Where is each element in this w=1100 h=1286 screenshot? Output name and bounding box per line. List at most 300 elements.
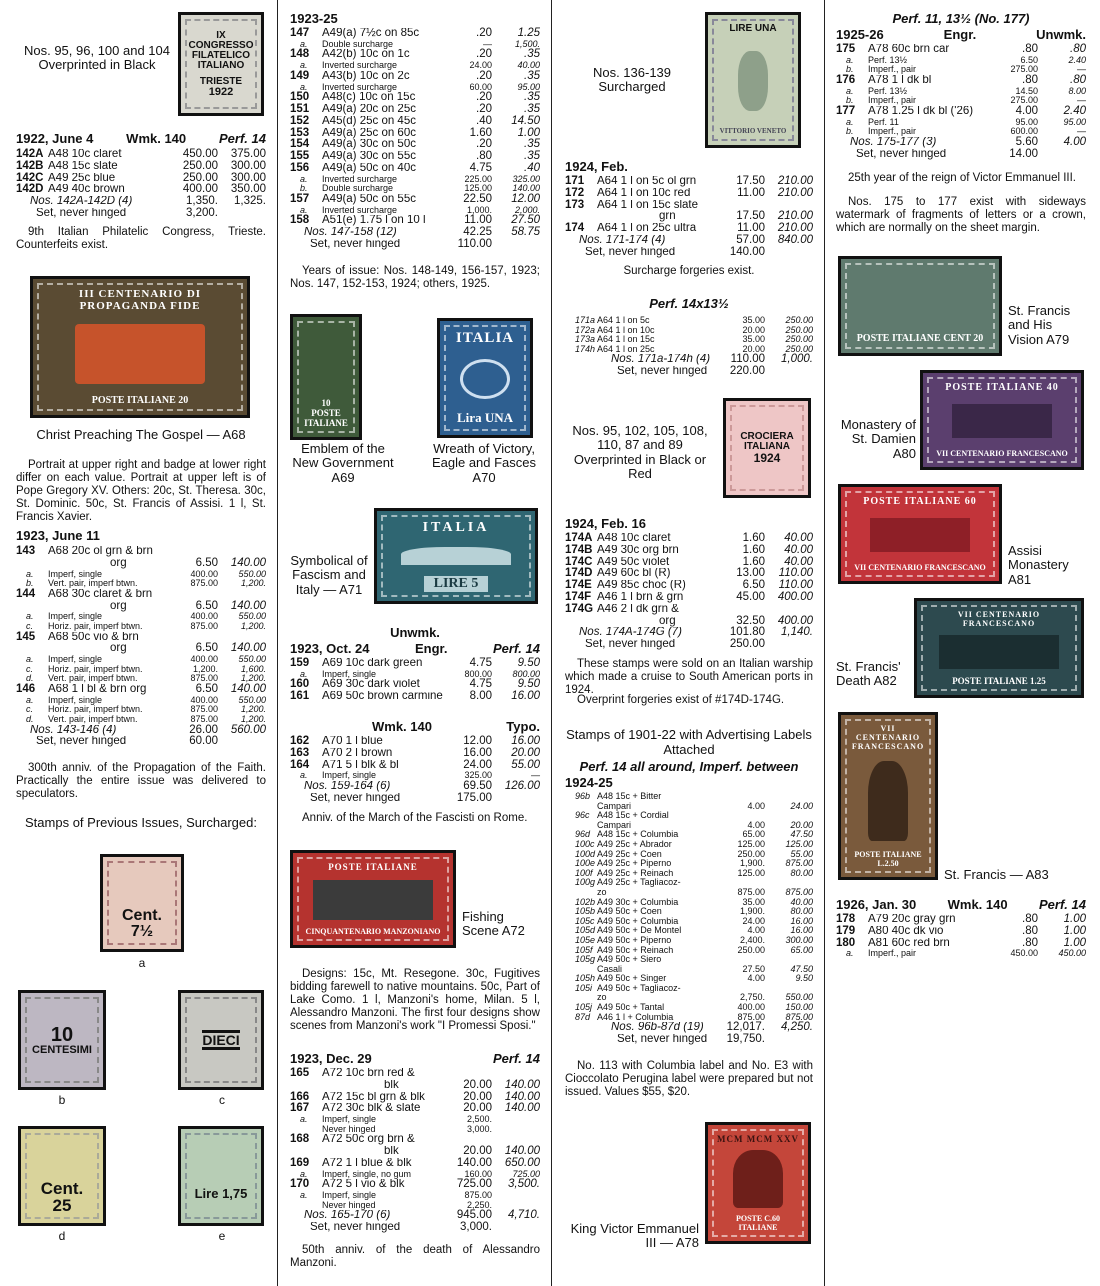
price-used: 140.00 xyxy=(504,1145,540,1158)
listing-1925-26 xyxy=(836,44,1086,161)
catalog-number: 158 xyxy=(290,214,310,227)
issue-date: 1923, June 11 xyxy=(16,528,100,543)
catalog-number: a. xyxy=(300,1168,308,1179)
listing-row xyxy=(565,247,813,259)
catalog-number: 105j xyxy=(575,1002,593,1013)
price-used xyxy=(1038,149,1086,161)
price-unused: 20.00 xyxy=(463,1078,492,1091)
description: A80 40c dk vio xyxy=(868,925,944,937)
price-used: 140.00 xyxy=(504,1102,540,1115)
description: A70 1 l blue xyxy=(322,736,383,747)
description: Campari xyxy=(597,820,632,830)
listing-row xyxy=(290,1115,540,1125)
a79-label: St. Francis and His Vision A79 xyxy=(1008,303,1071,347)
catalog-number: 159 xyxy=(290,657,310,669)
listing-row xyxy=(290,658,540,670)
surcharge-text: Cent. 7½ xyxy=(122,907,162,940)
stamp-crociera xyxy=(723,398,811,498)
price-used: 40.00 xyxy=(790,896,813,907)
catalog-number: 172a xyxy=(575,324,596,335)
listing-row xyxy=(565,888,813,898)
price-used: 1.00 xyxy=(1063,913,1086,925)
price-unused: 875.00 xyxy=(464,1190,492,1201)
price-unused: .80 xyxy=(1022,73,1038,86)
price-unused: .20 xyxy=(476,138,492,151)
stamp-e xyxy=(178,1126,264,1226)
note-reign: 25th year of the reign of Victor Emmanuel III. xyxy=(848,172,1076,184)
issue-perf: Perf. 14 xyxy=(493,1051,540,1066)
listing-row xyxy=(565,568,813,580)
price-unused: 600.00 xyxy=(1010,126,1038,137)
catalog-number: b. xyxy=(300,183,308,194)
catalog-number: a. xyxy=(300,1190,308,1201)
price-used: 16.00 xyxy=(511,690,540,703)
issue-process: Engr. xyxy=(943,27,977,42)
catalog-number: 100e xyxy=(575,858,596,869)
price-unused: .20 xyxy=(476,27,492,39)
issue-header xyxy=(565,776,813,791)
catalog-number: 163 xyxy=(290,746,310,759)
price-used: 80.00 xyxy=(790,906,813,917)
description: A49 25c + Piperno xyxy=(597,859,672,869)
price-unused: 325.00 xyxy=(464,770,492,781)
price-unused: 35.00 xyxy=(742,315,765,325)
listing-row xyxy=(565,1003,813,1013)
listing-row xyxy=(836,149,1086,161)
price-unused: 2,400. xyxy=(739,934,765,945)
catalog-number xyxy=(565,366,597,378)
ovp-line: FILATELICO xyxy=(191,49,251,61)
price-used: 725.00 xyxy=(512,1168,540,1179)
catalog-number: 174G xyxy=(565,602,594,615)
letter-b: b xyxy=(58,1093,66,1107)
listing-row xyxy=(836,926,1086,938)
listing-1923-june xyxy=(16,546,266,748)
issue-date: 1926, Jan. 30 xyxy=(836,897,917,912)
price-used: 9.50 xyxy=(795,973,813,984)
catalog-number: b. xyxy=(846,64,854,75)
price-used: 8.00 xyxy=(1068,85,1086,96)
stamp-text: POSTE ITALIANE 1.25 xyxy=(952,675,1046,686)
catalog-number: 157 xyxy=(290,192,310,205)
catalog-number: d. xyxy=(26,673,34,684)
listing-row xyxy=(565,792,813,802)
price-used: 40.00 xyxy=(784,555,813,568)
stamp-a69 xyxy=(290,314,362,440)
unwmk-label: Unwmk. xyxy=(390,625,440,640)
listing-row xyxy=(836,127,1086,137)
description: Double surcharge xyxy=(322,184,394,194)
catalog-number: 161 xyxy=(290,690,310,703)
price-used: 325.00 xyxy=(512,173,540,184)
listing-never-hinged xyxy=(16,208,266,220)
description: A49 85c choc (R) xyxy=(597,580,686,592)
price-unused: 275.00 xyxy=(1010,95,1038,106)
listing-row xyxy=(290,748,540,760)
description: A72 1 l blue & blk xyxy=(322,1157,412,1169)
listing-total xyxy=(16,196,266,208)
price-used xyxy=(765,1034,813,1046)
note-manzoni: 50th anniv. of the death of Alessandro Manzoni. xyxy=(290,1244,540,1269)
price-used: — xyxy=(1077,126,1086,137)
previous-issues-label: Stamps of Previous Issues, Surcharged: xyxy=(25,815,257,830)
description: org xyxy=(110,557,127,569)
note-columbia: No. 113 with Columbia label and No. E3 with Cioccolato Perugina label were prepared but not issued. Values $55, $20. xyxy=(565,1060,813,1098)
price-used: .40 xyxy=(524,161,540,174)
price-used: .35 xyxy=(524,69,540,82)
description: Nos. 165-170 (6) xyxy=(304,1210,391,1222)
price-unused: 4.00 xyxy=(747,973,765,984)
description: Nos. 143-146 (4) xyxy=(30,724,117,736)
stamp-text: VITTORIO VENETO xyxy=(719,127,787,136)
catalog-number: 174C xyxy=(565,555,593,568)
price-unused: 20.00 xyxy=(463,1145,492,1158)
listing-row xyxy=(565,830,813,840)
listing-row xyxy=(290,1068,540,1080)
listing-row xyxy=(290,1158,540,1170)
listing-row xyxy=(836,56,1086,66)
catalog-number: b. xyxy=(846,95,854,106)
stamp-overprint-1922 xyxy=(178,12,264,116)
catalog-number xyxy=(565,354,597,366)
price-unused: 6.50 xyxy=(742,579,765,592)
column-3 xyxy=(563,0,813,1286)
description: Nos. 171-174 (4) xyxy=(579,234,666,246)
price-used: 250.00 xyxy=(785,315,813,325)
price-used: 1.00 xyxy=(1063,936,1086,949)
listing-row xyxy=(290,1222,540,1234)
overprint-text: CROCIERA xyxy=(740,431,794,442)
price-used: 9.50 xyxy=(517,678,540,691)
price-used: 875.00 xyxy=(785,886,813,897)
description: Nos. 159-164 (6) xyxy=(304,780,391,792)
catalog-number: 152 xyxy=(290,114,310,127)
price-used: 16.00 xyxy=(511,735,540,747)
price-unused: 875.00 xyxy=(737,1011,765,1022)
catalog-number: 105h xyxy=(575,973,596,984)
description: A49 50c + Singer xyxy=(597,974,667,984)
price-used xyxy=(765,366,813,378)
listing-1923-25 xyxy=(290,28,540,251)
description: A68 50c vio & brn xyxy=(48,631,139,643)
price-unused: 125.00 xyxy=(737,867,765,878)
issue-date: 1922, June 4 xyxy=(16,131,94,146)
stamp-a82 xyxy=(914,598,1084,698)
price-used: 110.00 xyxy=(778,567,813,580)
price-unused: 1.60 xyxy=(469,126,492,139)
note-cruise: These stamps were sold on an Italian warship which made a cruise to South American ports in 1924. xyxy=(565,658,813,696)
listing-row xyxy=(836,65,1086,75)
price-used: 210.00 xyxy=(777,186,813,199)
listing-row xyxy=(16,149,266,161)
price-unused: 20.00 xyxy=(463,1090,492,1103)
catalog-number: 154 xyxy=(290,138,310,151)
surcharge-text: DIECI xyxy=(202,1032,240,1048)
issue-process: Engr. xyxy=(415,641,448,656)
description: Imperf., pair xyxy=(868,127,917,137)
price-used: 875.00 xyxy=(785,858,813,869)
catalog-number: 147 xyxy=(290,27,310,39)
description: A49(a) 50c on 40c xyxy=(322,162,416,174)
price-unused: 450.00 xyxy=(182,148,218,160)
description: A46 2 l dk grn & xyxy=(597,603,679,615)
issue-wmk: Wmk. 140 xyxy=(372,719,432,734)
description: blk xyxy=(384,1146,399,1158)
description: Inverted surcharge xyxy=(322,61,398,71)
listing-row xyxy=(290,184,540,194)
description: org xyxy=(110,600,127,612)
price-used: 27.50 xyxy=(511,214,540,227)
catalog-number: 142D xyxy=(16,183,44,196)
description: A49(a) 30c on 55c xyxy=(322,151,416,163)
listing-row xyxy=(565,850,813,860)
price-unused: 8.00 xyxy=(469,690,492,703)
price-unused: 20.00 xyxy=(742,343,765,354)
description: A48 15c + Bitter xyxy=(597,792,662,801)
listing-row xyxy=(565,211,813,223)
stamp-b xyxy=(18,990,106,1090)
price-used: 210.00 xyxy=(777,175,813,187)
price-used xyxy=(218,589,266,601)
listing-row xyxy=(290,1125,540,1135)
description: A48 10c claret xyxy=(48,149,122,160)
stamp-text: POSTE C.60 ITALIANE xyxy=(735,1213,780,1232)
listing-row xyxy=(16,725,266,737)
listing-row xyxy=(565,316,813,326)
listing-row xyxy=(565,557,813,569)
catalog-number: a. xyxy=(300,204,308,215)
price-unused: 20.00 xyxy=(463,1102,492,1115)
price-unused: 225.00 xyxy=(464,173,492,184)
price-used xyxy=(765,604,813,616)
price-used xyxy=(218,736,266,748)
price-unused: 125.00 xyxy=(737,838,765,849)
price-unused: 12,017. xyxy=(726,1021,765,1034)
listing-row xyxy=(565,955,813,965)
price-used: 2.40 xyxy=(1068,54,1086,65)
listing-row xyxy=(565,188,813,200)
column-1 xyxy=(16,0,266,1286)
price-unused: 45.00 xyxy=(736,590,765,603)
listing-row xyxy=(565,335,813,345)
price-unused: 2,500. xyxy=(466,1114,492,1125)
a69-label: Emblem of the New Government A69 xyxy=(292,441,394,485)
catalog-number: 153 xyxy=(290,126,310,139)
price-unused: 110.00 xyxy=(457,237,492,250)
listing-row xyxy=(565,235,813,247)
description: Inverted surcharge xyxy=(322,174,398,184)
price-used: 20.00 xyxy=(511,746,540,759)
description: Double surcharge xyxy=(322,39,394,49)
price-unused: 4.00 xyxy=(747,925,765,936)
price-used: 1,200. xyxy=(240,713,266,724)
price-unused: 400.00 xyxy=(190,654,218,665)
price-used: 560.00 xyxy=(230,723,266,736)
description: A49 25c + Tagliacoz- xyxy=(597,878,681,888)
price-unused: 57.00 xyxy=(736,233,765,246)
description: Casali xyxy=(597,964,623,974)
price-unused: 875.00 xyxy=(190,578,218,589)
letter-e: e xyxy=(218,1229,226,1243)
catalog-number: 174D xyxy=(565,567,593,580)
listing-row xyxy=(290,1179,540,1191)
price-used: 350.00 xyxy=(230,183,266,196)
price-used: 250.00 xyxy=(785,343,813,354)
price-used: — xyxy=(1077,95,1086,106)
price-used: 4,250. xyxy=(781,1021,813,1034)
catalog-number: a. xyxy=(300,81,308,92)
description: Imperf, single xyxy=(48,569,103,579)
listing-row xyxy=(565,366,813,378)
catalog-number: 168 xyxy=(290,1133,310,1146)
issue-date: 1923, Dec. 29 xyxy=(290,1051,372,1066)
price-used: 375.00 xyxy=(230,148,266,160)
price-unused: 875.00 xyxy=(737,886,765,897)
catalog-number: 178 xyxy=(836,913,856,925)
catalog-number: 160 xyxy=(290,678,310,691)
price-used: 140.00 xyxy=(504,1090,540,1103)
price-used: 1,140. xyxy=(781,626,813,639)
price-unused: 4.00 xyxy=(747,800,765,811)
ovp-line: IX CONGRESSO xyxy=(188,29,254,51)
stamp-a81 xyxy=(838,484,1002,584)
issue-date: 1924, Feb. xyxy=(565,159,628,174)
description: Nos. 147-158 (12) xyxy=(304,227,397,239)
letter-c: c xyxy=(219,1093,225,1107)
stamp-a80 xyxy=(920,370,1084,470)
surcharge-text: CENTESIMI xyxy=(32,1043,92,1056)
description: A49(a) 50c on 55c xyxy=(322,193,416,205)
description: A64 1 l on 25c xyxy=(597,344,655,354)
catalog-number: 149 xyxy=(290,69,310,82)
issue-perf: Perf. 14 xyxy=(219,131,266,146)
price-unused: 945.00 xyxy=(456,1209,492,1222)
listing-row xyxy=(16,715,266,725)
price-used: 250.00 xyxy=(785,324,813,335)
description: Set, never hinged xyxy=(310,792,401,804)
listing-1924-feb xyxy=(565,176,813,259)
price-used: — xyxy=(531,770,540,781)
price-used: 1,200. xyxy=(240,673,266,684)
listing-row xyxy=(565,993,813,1003)
listing-row xyxy=(16,558,266,570)
listing-row xyxy=(290,40,540,50)
price-unused: 125.00 xyxy=(464,183,492,194)
catalog-number: 96c xyxy=(575,810,590,821)
price-used xyxy=(765,247,813,259)
price-unused: 65.00 xyxy=(742,829,765,840)
listing-1923-oct xyxy=(290,658,540,703)
price-used: 126.00 xyxy=(504,779,540,792)
price-used xyxy=(765,639,813,651)
description: A68 30c claret & brn xyxy=(48,588,153,600)
stamp-a68 xyxy=(30,276,250,418)
description: A49 40c brown xyxy=(48,184,125,196)
description: A49 60c bl (R) xyxy=(597,568,671,580)
listing-row xyxy=(290,116,540,128)
price-used: 140.00 xyxy=(230,556,266,569)
a72-label: Fishing Scene A72 xyxy=(462,909,525,939)
price-used: 140.00 xyxy=(230,599,266,612)
price-used: 875.00 xyxy=(785,1011,813,1022)
listing-row xyxy=(290,670,540,680)
catalog-number: 174F xyxy=(565,590,592,603)
catalog-number: c. xyxy=(26,620,34,631)
description: Vert. pair, imperf btwn. xyxy=(48,714,138,724)
price-unused: .80 xyxy=(1022,924,1038,937)
description: A72 10c brn red & xyxy=(322,1068,415,1079)
issue-date: 1924, Feb. 16 xyxy=(565,516,646,531)
price-used: 400.00 xyxy=(777,590,813,603)
price-unused: 1,000. xyxy=(466,204,492,215)
total-p2: 1,325. xyxy=(234,195,266,208)
catalog-number: 171a xyxy=(575,315,596,325)
price-used: 300.00 xyxy=(785,934,813,945)
listing-row xyxy=(290,128,540,140)
listing-advertising xyxy=(565,792,813,1046)
catalog-number: a. xyxy=(846,116,854,127)
price-used xyxy=(492,1222,540,1234)
price-used: 650.00 xyxy=(504,1156,540,1169)
listing-row xyxy=(16,665,266,675)
listing-row xyxy=(16,674,266,684)
price-used: 150.00 xyxy=(785,1002,813,1013)
catalog-number: 96b xyxy=(575,791,591,801)
catalog-number xyxy=(16,558,48,570)
price-unused: 3,000. xyxy=(466,1123,492,1134)
description: Nos. 174A-174G (7) xyxy=(579,627,682,639)
listing-row xyxy=(565,176,813,188)
listing-row xyxy=(565,984,813,994)
catalog-number: 143 xyxy=(16,545,36,557)
price-unused: 4.75 xyxy=(469,678,492,691)
listing-1924-feb-16 xyxy=(565,533,813,651)
listing-row xyxy=(290,691,540,703)
stamp-vignette xyxy=(313,880,433,920)
price-unused: 1.60 xyxy=(742,543,765,556)
catalog-number: a. xyxy=(846,85,854,96)
price-used: .80 xyxy=(1070,73,1086,86)
catalog-number: 102b xyxy=(575,896,596,907)
description: Imperf, single xyxy=(48,612,103,622)
price-used: 300.00 xyxy=(230,171,266,184)
listing-row xyxy=(836,938,1086,950)
stamp-vignette xyxy=(870,518,970,552)
price-unused: 160.00 xyxy=(464,1168,492,1179)
price-used: 40.00 xyxy=(784,532,813,544)
overprint-label: Nos. 95, 96, 100 and 104 Overprinted in Black xyxy=(23,43,170,73)
listing-row xyxy=(290,1146,540,1158)
price-unused: .80 xyxy=(476,150,492,163)
catalog-number: 169 xyxy=(290,1156,310,1169)
price-used: 9.50 xyxy=(517,657,540,669)
stamp-a xyxy=(100,854,184,952)
catalog-number: c. xyxy=(26,704,34,715)
a78-label: King Victor Emmanuel III — A78 xyxy=(570,1221,699,1251)
price-unused: 250.00 xyxy=(737,944,765,955)
note-surcharge-forgeries: Surcharge forgeries exist. xyxy=(623,265,755,277)
catalog-number xyxy=(565,616,597,628)
price-unused: 19,750. xyxy=(726,1033,765,1046)
stamp-text: LIRE 5 xyxy=(424,576,489,592)
catalog-number: 162 xyxy=(290,735,310,747)
description: Set, never hinged xyxy=(310,238,401,250)
description: A49 50c + Tantal xyxy=(597,1003,665,1013)
surcharge-text: 10 xyxy=(50,1023,74,1046)
listing-row xyxy=(16,632,266,644)
listing-row xyxy=(565,936,813,946)
listing-row xyxy=(565,627,813,639)
